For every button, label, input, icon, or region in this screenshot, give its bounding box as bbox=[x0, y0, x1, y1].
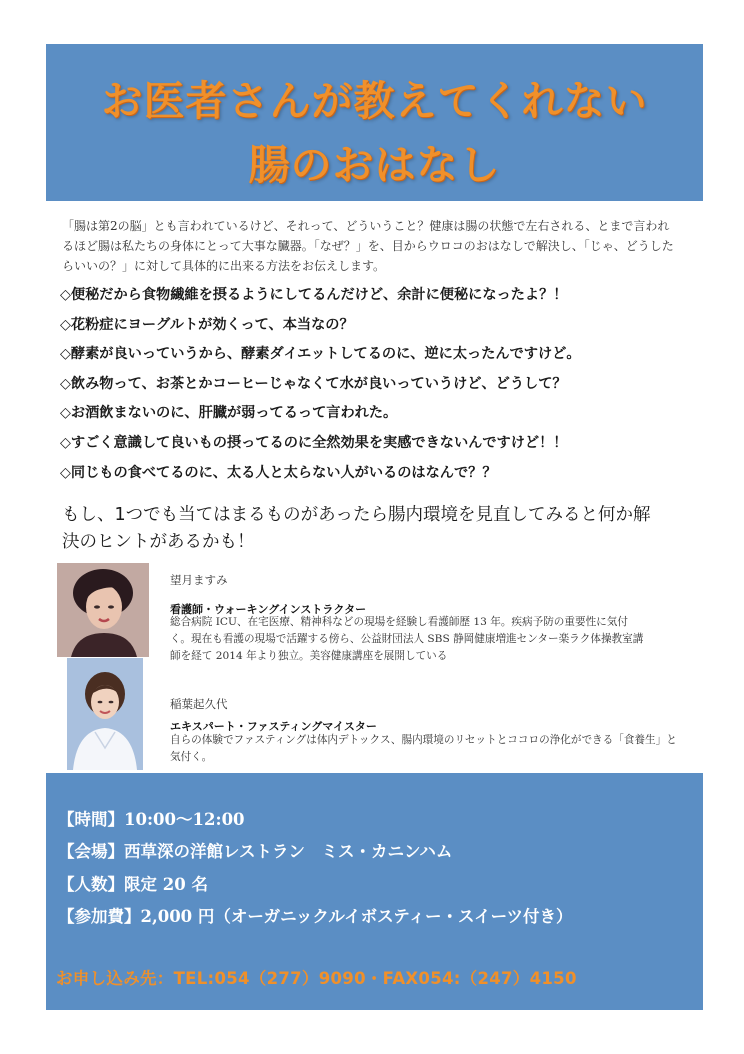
cta-line: もし、1つでも当てはまるものがあったら腸内環境を見直してみると何か解 bbox=[62, 505, 651, 525]
bio-line: 師を経て 2014 年より独立。美容健康講座を展開している bbox=[170, 650, 448, 662]
intro-paragraph bbox=[62, 216, 692, 276]
title-banner bbox=[46, 44, 703, 201]
portrait-image bbox=[67, 658, 143, 770]
question-item: ◇飲み物って、お茶とかコーヒーじゃなくて水が良いっていうけど、どうして？ bbox=[60, 375, 567, 392]
question-item: ◇すごく意識して良いもの摂ってるのに全然効果を実感できないんですけど！！ bbox=[60, 434, 568, 451]
question-item: ◇お酒飲まないのに、肝臓が弱ってるって言われた。 bbox=[60, 405, 398, 422]
speaker-role: エキスパート・ファスティングマイスター bbox=[170, 720, 377, 733]
cta-line: 決のヒントがあるかも！ bbox=[62, 532, 255, 552]
event-venue: 【会場】西草深の洋館レストラン ミス・カニンハム bbox=[58, 842, 453, 861]
speaker-name: 望月ますみ bbox=[170, 573, 228, 587]
main-subtitle: 腸のおはなし bbox=[248, 141, 501, 189]
speaker-photo bbox=[57, 563, 149, 657]
event-time: 【時間】10:00～12:00 bbox=[58, 810, 245, 829]
bio-line: 総合病院 ICU、在宅医療、精神科などの現場を経験し看護師歴 13 年。疾病予防の重要性に気付 bbox=[170, 616, 628, 628]
bio-line: 自らの体験でファスティングは体内デトックス、腸内環境のリセットとココロの浄化ができる「食養生」と bbox=[170, 734, 677, 746]
portrait-image bbox=[57, 563, 149, 657]
question-list bbox=[60, 284, 720, 491]
speaker-photo bbox=[67, 658, 143, 770]
bio-line: く。現在も看護の現場で活躍する傍ら、公益財団法人 SBS 静岡健康増進センター楽ラク体操教室講 bbox=[170, 633, 644, 645]
intro-line: らいいの？」に対して具体的に出来る方法をお伝えします。 bbox=[62, 259, 386, 273]
event-info-panel bbox=[46, 773, 703, 1010]
question-item: ◇同じもの食べてるのに、太る人と太らない人がいるのはなんで？？ bbox=[60, 464, 497, 481]
call-to-action bbox=[62, 502, 702, 556]
question-item: ◇花粉症にヨーグルトが効くって、本当なの？ bbox=[60, 316, 354, 333]
event-capacity: 【人数】限定 20 名 bbox=[58, 875, 208, 894]
speaker-role: 看護師・ウォーキングインストラクター bbox=[170, 603, 367, 616]
intro-line: 「腸は第2の脳」とも言われているけど、それって、どういうこと？健康は腸の状態で左右される、とまで言われ bbox=[62, 219, 670, 233]
question-item: ◇便秘だから食物繊維を摂るようにしてるんだけど、余計に便秘になったよ？！ bbox=[60, 287, 568, 303]
speaker-bio bbox=[170, 732, 700, 766]
speaker-bio bbox=[170, 614, 700, 665]
contact-info: お申し込み先：TEL:054（277）9090・FAX054:（247）4150 bbox=[56, 969, 577, 988]
event-fee: 【参加費】2,000 円（オーガニックルイボスティー・スイーツ付き） bbox=[58, 907, 573, 926]
intro-line: るほど腸は私たちの身体にとって大事な臓器。「なぜ？」を、目からウロコのおはなしで解決し、「じゃ、どうした bbox=[62, 239, 674, 253]
main-title: お医者さんが教えてくれない bbox=[101, 77, 648, 125]
speaker-name: 稲葉起久代 bbox=[170, 697, 228, 711]
bio-line: 気付く。 bbox=[170, 751, 213, 763]
question-item: ◇酵素が良いっていうから、酵素ダイエットしてるのに、逆に太ったんですけど。 bbox=[60, 346, 581, 363]
